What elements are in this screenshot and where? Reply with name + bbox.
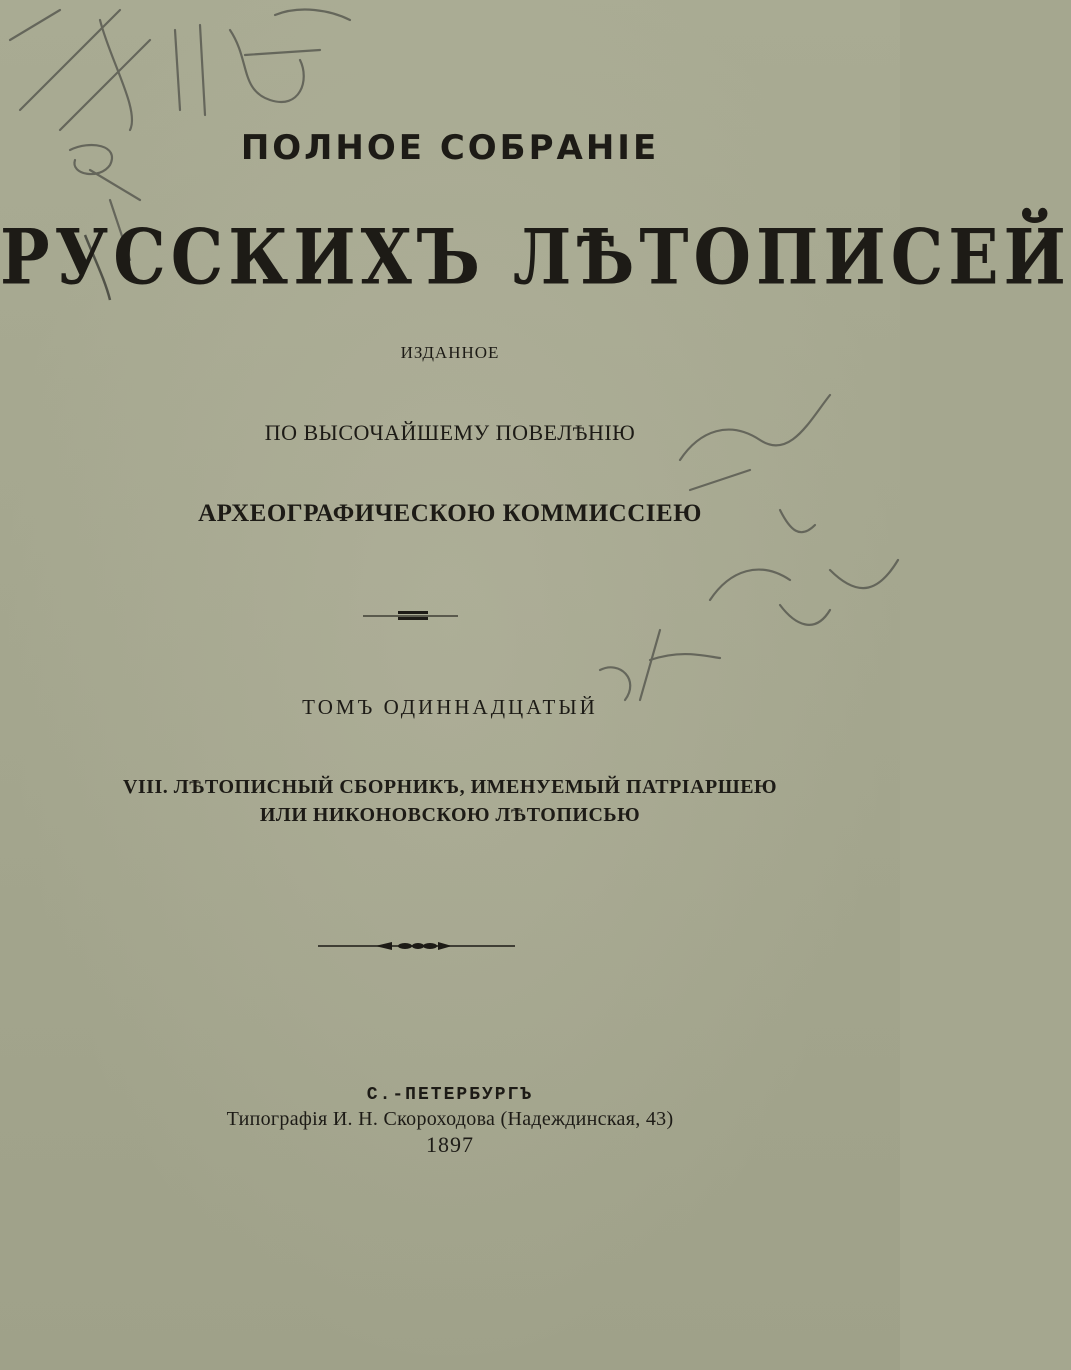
- printer: Типографія И. Н. Скороходова (Надеждинская, 43): [226, 1108, 674, 1130]
- title-line-2: РУССКИХЪ ЛѢТОПИСЕЙ: [0, 212, 1071, 302]
- volume-title: ТОМЪ ОДИННАДЦАТЫЙ: [302, 695, 598, 719]
- city: С.-ПЕТЕРБУРГЪ: [366, 1085, 534, 1105]
- by-order-line: ПО ВЫСОЧАЙШЕМУ ПОВЕЛѢНІЮ: [264, 420, 636, 445]
- commission-line: АРХЕОГРАФИЧЕСКОЮ КОММИССІЕЮ: [198, 500, 702, 527]
- title-line-1: ПОЛНОЕ СОБРАНІЕ: [240, 128, 660, 168]
- volume-contents-line-1: VIII. ЛѢТОПИСНЫЙ СБОРНИКЪ, ИМЕНУЕМЫЙ ПАТРІАРШЕЮ: [122, 776, 778, 798]
- volume-contents-line-2: ИЛИ НИКОНОВСКОЮ ЛѢТОПИСЬЮ: [259, 804, 641, 826]
- published-label: ИЗДАННОЕ: [400, 343, 500, 362]
- year: 1897: [426, 1132, 474, 1157]
